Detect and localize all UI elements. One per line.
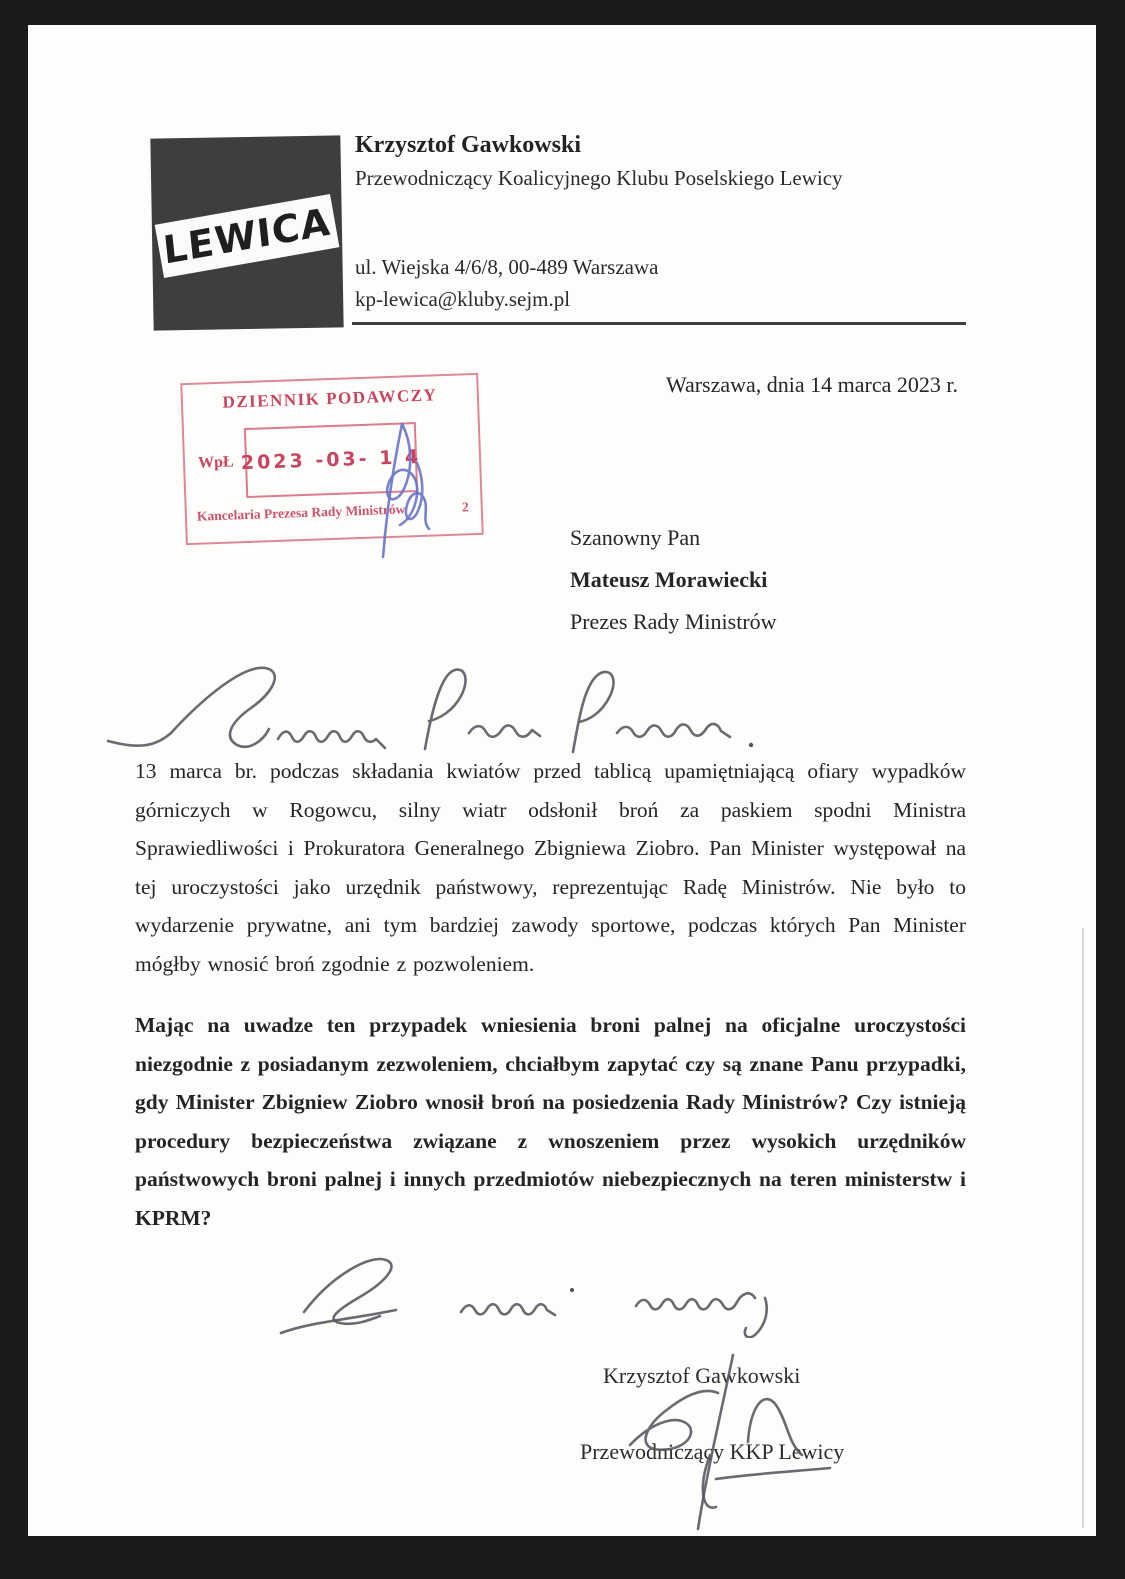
letter-page	[28, 25, 1096, 1536]
stamp-title: DZIENNIK PODAWCZY	[222, 385, 438, 412]
stamp-paraph-handwriting	[370, 421, 434, 561]
sender-contact	[355, 251, 658, 315]
sender-title: Przewodniczący Koalicyjnego Klubu Poselskiego Lewicy	[355, 166, 843, 190]
stamp-number: 2	[461, 499, 470, 515]
date-line: Warszawa, dnia 14 marca 2023 r.	[665, 372, 958, 397]
lewica-logo	[150, 135, 343, 330]
recipient-name: Mateusz Morawiecki	[570, 567, 768, 592]
stamp-office-name: Kancelaria Prezesa Rady Ministrów	[196, 501, 406, 524]
sender-name: Krzysztof Gawkowski	[355, 132, 581, 158]
sender-email: kp-lewica@kluby.sejm.pl	[355, 287, 571, 311]
stamp-date: 2023 -03- 1 4	[240, 445, 422, 475]
signature-name: Krzysztof Gawkowski	[603, 1363, 801, 1388]
handwritten-closing	[276, 1238, 806, 1338]
body-paragraph-1: 13 marca br. podczas składania kwiatów przed tablicą upamiętniającą ofiary wypadków górniczych w Rogowcu, silny wiatr odsłonił broń za paskiem spodni Ministra Sprawiedliwości i Prokuratora Generalnego Zbigniewa Ziobro. Pan Minister występował na tej uroczystości jako urzędnik państwowy, reprezentując Radę Ministrów. Nie było to wydarzenie prywatne, ani tym bardziej zawody sportowe, podczas których Pan Minister mógłby wnosić broń zgodnie z pozwoleniem.	[135, 759, 966, 976]
scan-artifact-line	[1082, 928, 1084, 1528]
signature-role: Przewodniczący KKP Lewicy	[580, 1439, 845, 1464]
header-divider	[352, 322, 966, 325]
recipient-role: Prezes Rady Ministrów	[570, 609, 777, 634]
sender-address: ul. Wiejska 4/6/8, 00-489 Warszawa	[355, 255, 659, 279]
lewica-logo-band	[155, 194, 340, 278]
handwritten-salutation	[103, 653, 813, 758]
recipient-salutation: Szanowny Pan	[570, 525, 701, 550]
registry-stamp	[180, 373, 483, 545]
lewica-logo-text: LEWICA	[161, 199, 333, 273]
handwritten-signature	[598, 1347, 838, 1532]
body-paragraph-2: Mając na uwadze ten przypadek wniesienia broni palnej na oficjalne uroczystości niezgodnie z posiadanym zezwoleniem, chciałbym zapytać czy są znane Panu przypadki, gdy Minister Zbigniew Ziobro wnosił broń na posiedzenia Rady Ministrów? Czy istnieją procedury bezpieczeństwa związane z wnoszeniem przez wysokich urzędników państwowych broni palnej i innych przedmiotów niebezpiecznych na teren ministerstw i KPRM?	[135, 1013, 966, 1230]
stamp-field-label: WpŁ	[197, 453, 234, 472]
